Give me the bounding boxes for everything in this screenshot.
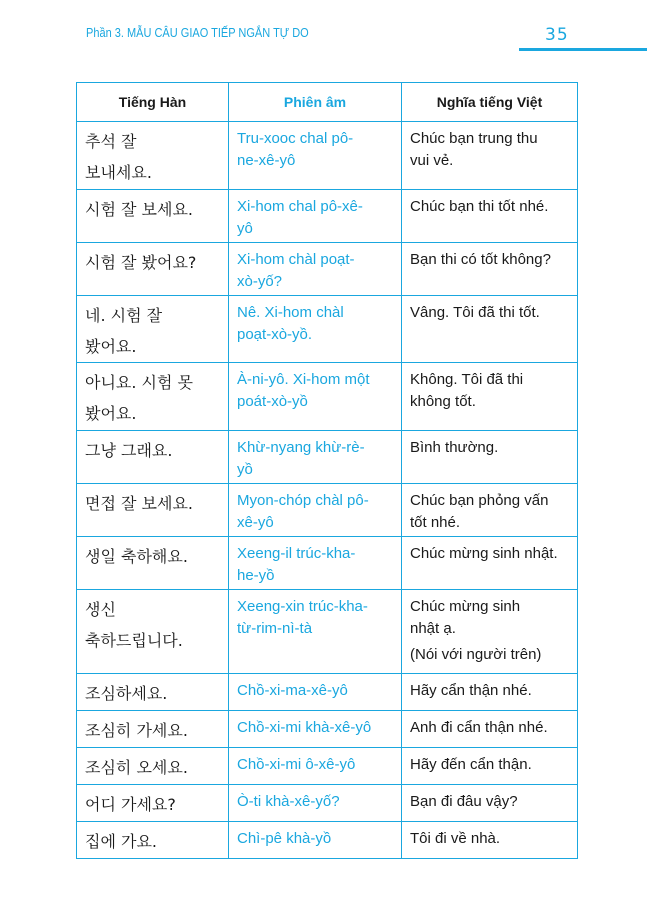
cell-vietnamese xyxy=(402,785,578,822)
korean-text: 그냥 그래요. xyxy=(85,441,173,460)
vietnamese-text: Chúc mừng sinh xyxy=(410,598,521,615)
phonetic-text: Chồ-xi-mi ô-xê-yô xyxy=(237,756,356,773)
phonetic-text: he-yồ xyxy=(237,567,275,584)
vietnamese-text: Hãy đến cẩn thận. xyxy=(410,756,532,773)
vietnamese-text: Bạn đi đâu vậy? xyxy=(410,793,518,810)
vietnamese-text: vui vẻ. xyxy=(410,152,454,169)
cell-korean xyxy=(77,296,229,363)
phonetic-text: xò-yố? xyxy=(237,273,283,290)
table-row xyxy=(77,363,578,431)
cell-korean xyxy=(77,363,229,431)
cell-phonetic xyxy=(229,122,402,190)
cell-phonetic xyxy=(229,590,402,674)
page-number: 35 xyxy=(545,25,569,45)
vietnamese-text: Không. Tôi đã thi xyxy=(410,371,524,388)
vietnamese-text: Bạn thi có tốt không? xyxy=(410,251,551,268)
cell-phonetic xyxy=(229,748,402,785)
cell-vietnamese xyxy=(402,122,578,190)
korean-text: 추석 잘 xyxy=(85,132,137,151)
phonetic-text: Chì-pê khà-yồ xyxy=(237,830,332,847)
cell-vietnamese xyxy=(402,243,578,296)
korean-text: 보내세요. xyxy=(85,163,152,182)
korean-text: 시험 잘 봤어요? xyxy=(85,253,197,272)
cell-korean xyxy=(77,590,229,674)
cell-vietnamese xyxy=(402,711,578,748)
phonetic-text: Ò-ti khà-xê-yố? xyxy=(237,793,340,810)
korean-text: 생일 축하해요. xyxy=(85,547,188,566)
vietnamese-text: Vâng. Tôi đã thi tốt. xyxy=(410,304,540,321)
cell-korean xyxy=(77,431,229,484)
phonetic-text: Nê. Xi-hom chàl xyxy=(237,304,344,321)
korean-text: 축하드립니다. xyxy=(85,631,183,650)
header-phonetic: Phiên âm xyxy=(229,83,402,122)
vietnamese-text: Chúc bạn trung thu xyxy=(410,130,538,147)
vietnamese-text: Chúc bạn phỏng vấn xyxy=(410,492,549,509)
table-row xyxy=(77,822,578,859)
phonetic-text: yồ xyxy=(237,461,253,478)
phonetic-text: ne-xê-yô xyxy=(237,152,296,169)
cell-phonetic xyxy=(229,190,402,243)
korean-text: 봤어요. xyxy=(85,404,137,423)
cell-vietnamese xyxy=(402,190,578,243)
cell-vietnamese xyxy=(402,363,578,431)
header-korean: Tiếng Hàn xyxy=(77,83,229,122)
cell-korean xyxy=(77,785,229,822)
korean-text: 봤어요. xyxy=(85,337,137,356)
cell-phonetic xyxy=(229,243,402,296)
phonetic-text: Khừ-nyang khừ-rè- xyxy=(237,439,365,456)
korean-text: 조심히 오세요. xyxy=(85,758,188,777)
korean-text: 조심히 가세요. xyxy=(85,721,188,740)
cell-phonetic xyxy=(229,296,402,363)
cell-korean xyxy=(77,484,229,537)
phonetic-text: yô xyxy=(237,220,253,237)
vietnamese-text: Chúc bạn thi tốt nhé. xyxy=(410,198,549,215)
korean-text: 집에 가요. xyxy=(85,832,157,851)
cell-vietnamese xyxy=(402,484,578,537)
chapter-title: Phần 3. MẪU CÂU GIAO TIẾP NGẮN TỰ DO xyxy=(86,26,309,40)
cell-korean xyxy=(77,190,229,243)
cell-phonetic xyxy=(229,431,402,484)
table-row xyxy=(77,674,578,711)
table-row xyxy=(77,785,578,822)
phonetic-text: Chồ-xi-mi khà-xê-yô xyxy=(237,719,372,736)
table-row xyxy=(77,243,578,296)
table-header-row xyxy=(77,83,578,122)
vietnamese-text: tốt nhé. xyxy=(410,514,461,531)
vietnamese-text: không tốt. xyxy=(410,393,476,410)
korean-text: 조심하세요. xyxy=(85,684,168,703)
header-vietnamese: Nghĩa tiếng Việt xyxy=(402,83,578,122)
korean-text: 면접 잘 보세요. xyxy=(85,494,193,513)
phonetic-text: poạt-xò-yồ. xyxy=(237,326,313,343)
cell-phonetic xyxy=(229,674,402,711)
phonetic-text: poát-xò-yồ xyxy=(237,393,308,410)
table-row xyxy=(77,431,578,484)
table-row xyxy=(77,537,578,590)
vietnamese-text: Anh đi cẩn thận nhé. xyxy=(410,719,548,736)
cell-korean xyxy=(77,122,229,190)
phonetic-text: xê-yô xyxy=(237,514,274,531)
phonetic-text: Xi-hom chàl poạt- xyxy=(237,251,355,268)
phonetic-text: từ-rim-nì-tà xyxy=(237,620,313,637)
korean-text: 네. 시험 잘 xyxy=(85,306,163,325)
phonetic-text: Xeeng-xin trúc-kha- xyxy=(237,598,368,615)
phonetic-text: Tru-xooc chal pô- xyxy=(237,130,354,147)
vietnamese-text: Hãy cẩn thận nhé. xyxy=(410,682,532,699)
cell-phonetic xyxy=(229,484,402,537)
table-row xyxy=(77,190,578,243)
table-row xyxy=(77,484,578,537)
table-row xyxy=(77,748,578,785)
table-row xyxy=(77,122,578,190)
cell-vietnamese xyxy=(402,296,578,363)
cell-vietnamese xyxy=(402,537,578,590)
cell-vietnamese xyxy=(402,674,578,711)
cell-phonetic xyxy=(229,785,402,822)
cell-phonetic xyxy=(229,537,402,590)
table-row xyxy=(77,296,578,363)
korean-text: 아니요. 시험 못 xyxy=(85,373,193,392)
phonetic-text: Chồ-xi-ma-xê-yô xyxy=(237,682,348,699)
cell-vietnamese xyxy=(402,431,578,484)
cell-korean xyxy=(77,822,229,859)
header-rule xyxy=(519,48,647,51)
cell-phonetic xyxy=(229,822,402,859)
vietnamese-text: nhật ạ. xyxy=(410,620,456,637)
vietnamese-text: Tôi đi về nhà. xyxy=(410,830,501,847)
table-row xyxy=(77,711,578,748)
cell-korean xyxy=(77,674,229,711)
phonetic-text: Xeeng-il trúc-kha- xyxy=(237,545,356,562)
cell-korean xyxy=(77,748,229,785)
phonetic-text: Myon-chóp chàl pô- xyxy=(237,492,369,509)
phrase-table xyxy=(76,82,578,859)
cell-vietnamese xyxy=(402,590,578,674)
vietnamese-text: Bình thường. xyxy=(410,439,499,456)
korean-text: 시험 잘 보세요. xyxy=(85,200,193,219)
vietnamese-note: (Nói với người trên) xyxy=(410,646,542,663)
cell-korean xyxy=(77,537,229,590)
cell-phonetic xyxy=(229,363,402,431)
cell-vietnamese xyxy=(402,748,578,785)
cell-phonetic xyxy=(229,711,402,748)
vietnamese-text: Chúc mừng sinh nhật. xyxy=(410,545,558,562)
korean-text: 생신 xyxy=(85,600,116,619)
phonetic-text: Xi-hom chal pô-xê- xyxy=(237,198,363,215)
table-row xyxy=(77,590,578,674)
korean-text: 어디 가세요? xyxy=(85,795,176,814)
cell-korean xyxy=(77,711,229,748)
phonetic-text: À-ni-yô. Xi-hom một xyxy=(237,371,370,388)
cell-korean xyxy=(77,243,229,296)
cell-vietnamese xyxy=(402,822,578,859)
